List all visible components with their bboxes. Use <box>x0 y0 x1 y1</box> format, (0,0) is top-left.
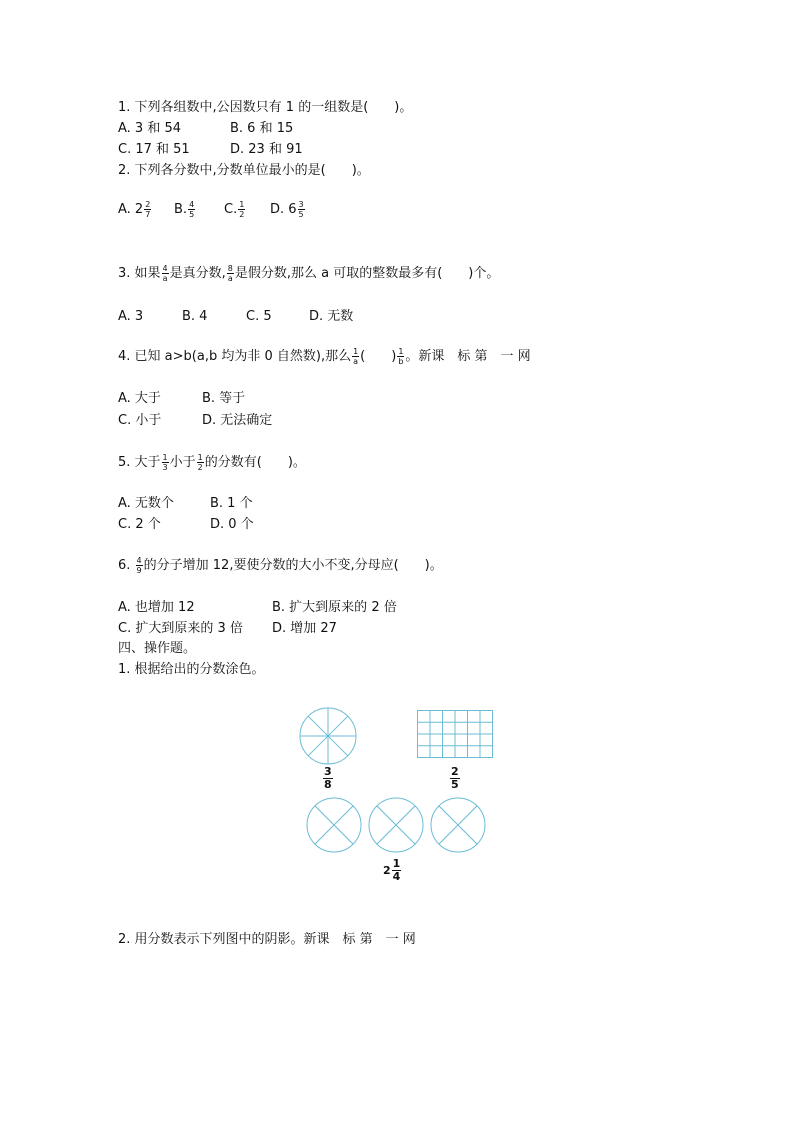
label-fraction <box>450 766 460 791</box>
q4-option-b: B. 等于 <box>202 391 246 406</box>
q2-stem: 2. 下列各分数中,分数单位最小的是( )。 <box>118 163 370 178</box>
q1-option-c: C. 17 和 51 <box>118 142 190 157</box>
q5-option-c: C. 2 个 <box>118 517 161 532</box>
q4-option-a: A. 大于 <box>118 391 161 406</box>
q2-option-a <box>118 200 152 219</box>
q3-fraction-2 <box>227 264 234 283</box>
q5-fraction-2 <box>197 453 204 472</box>
fraction-numerator: 4 <box>162 264 168 273</box>
q4-option-d: D. 无法确定 <box>202 413 273 428</box>
q4-stem-post: 。新课 标 第 一 网 <box>405 349 531 364</box>
q2-option-c-fraction <box>238 200 245 219</box>
section-title: 四、操作题。 <box>118 641 197 656</box>
fraction-denominator: 5 <box>298 210 304 219</box>
q2-option-b <box>174 200 196 219</box>
op2-stem: 2. 用分数表示下列图中的阴影。新课 标 第 一 网 <box>118 932 416 947</box>
q5-option-a: A. 无数个 <box>118 496 174 511</box>
fraction-numerator: 3 <box>324 765 332 778</box>
q5-stem-mid: 小于 <box>169 455 196 470</box>
fraction-denominator: 5 <box>451 778 459 791</box>
circle-fraction-label <box>322 766 334 791</box>
q2-option-c-label: C. <box>224 202 238 217</box>
fraction-denominator: 2 <box>239 210 245 219</box>
q1-option-b: B. 6 和 15 <box>230 121 294 136</box>
q2-option-d <box>270 200 306 219</box>
q3-stem <box>118 264 499 283</box>
q6-option-a: A. 也增加 12 <box>118 600 195 615</box>
fraction-denominator: 2 <box>197 463 203 472</box>
q3-fraction-1 <box>162 264 169 283</box>
q3-stem-pre: 3. 如果 <box>118 266 161 281</box>
q3-option-d: D. 无数 <box>309 309 354 324</box>
grid-figure <box>417 710 493 758</box>
q3-option-c: C. 5 <box>246 309 272 324</box>
q6-option-b: B. 扩大到原来的 2 倍 <box>272 600 397 615</box>
fraction-denominator: a <box>162 274 168 283</box>
q5-stem-pre: 5. 大于 <box>118 455 161 470</box>
q2-option-d-label: D. 6 <box>270 202 297 217</box>
q3-stem-mid: 是真分数, <box>169 266 226 281</box>
fraction-denominator: a <box>227 274 233 283</box>
circle-quarters-figure-3 <box>430 797 486 853</box>
grid-fraction-label <box>449 766 461 791</box>
mixed-number-label <box>383 858 402 883</box>
fraction-numerator: 4 <box>136 556 142 565</box>
q4-fraction-1 <box>352 347 359 366</box>
fraction-denominator: a <box>353 357 359 366</box>
fraction-numerator: 1 <box>398 347 404 356</box>
q2-option-a-label: A. 2 <box>118 202 144 217</box>
label-fraction <box>392 858 402 883</box>
fraction-denominator: b <box>398 357 404 366</box>
fraction-numerator: 2 <box>451 765 459 778</box>
fraction-numerator: 1 <box>353 347 359 356</box>
q2-option-b-fraction <box>188 200 195 219</box>
fraction-numerator: 2 <box>145 200 151 209</box>
fraction-numerator: 4 <box>189 200 195 209</box>
q1-option-a: A. 3 和 54 <box>118 121 182 136</box>
q4-stem-pre: 4. 已知 a>b(a,b 均为非 0 自然数),那么 <box>118 349 352 364</box>
q2-option-b-label: B. <box>174 202 188 217</box>
fraction-numerator: 1 <box>162 453 168 462</box>
q5-stem-post: 的分数有( )。 <box>204 455 306 470</box>
q6-stem-pre: 6. <box>118 558 135 573</box>
q6-fraction <box>136 556 143 575</box>
q6-stem <box>118 556 443 575</box>
q2-option-a-fraction <box>144 200 151 219</box>
q6-option-d: D. 增加 27 <box>272 621 337 636</box>
q1-stem: 1. 下列各组数中,公因数只有 1 的一组数是( )。 <box>118 100 413 115</box>
q4-stem <box>118 347 531 366</box>
mixed-number-whole: 2 <box>383 864 391 877</box>
fraction-numerator: 3 <box>298 200 304 209</box>
q5-fraction-1 <box>162 453 169 472</box>
q6-stem-post: 的分子增加 12,要使分数的大小不变,分母应( )。 <box>143 558 443 573</box>
q5-option-d: D. 0 个 <box>210 517 254 532</box>
q4-option-c: C. 小于 <box>118 413 162 428</box>
fraction-numerator: 8 <box>227 264 233 273</box>
q3-option-b: B. 4 <box>182 309 208 324</box>
q3-option-a: A. 3 <box>118 309 144 324</box>
q6-option-c: C. 扩大到原来的 3 倍 <box>118 621 243 636</box>
circle-quarters-figure-2 <box>368 797 424 853</box>
fraction-denominator: 5 <box>189 210 195 219</box>
op1-stem: 1. 根据给出的分数涂色。 <box>118 662 265 677</box>
q3-stem-post: 是假分数,那么 a 可取的整数最多有( )个。 <box>234 266 500 281</box>
label-fraction <box>323 766 333 791</box>
fraction-denominator: 4 <box>392 870 401 883</box>
circle-quarters-figure-1 <box>306 797 362 853</box>
fraction-numerator: 1 <box>392 857 401 870</box>
fraction-denominator: 3 <box>162 463 168 472</box>
q2-option-d-fraction <box>298 200 305 219</box>
fraction-numerator: 1 <box>239 200 245 209</box>
fraction-denominator: 7 <box>145 210 151 219</box>
q4-fraction-2 <box>397 347 404 366</box>
q5-stem <box>118 453 306 472</box>
q2-option-c <box>224 200 246 219</box>
fraction-numerator: 1 <box>197 453 203 462</box>
q1-option-d: D. 23 和 91 <box>230 142 303 157</box>
q4-stem-mid: ( ) <box>360 349 397 364</box>
fraction-denominator: 8 <box>324 778 332 791</box>
q5-option-b: B. 1 个 <box>210 496 253 511</box>
fraction-denominator: 9 <box>136 566 142 575</box>
circle-eighths-figure <box>299 707 357 765</box>
